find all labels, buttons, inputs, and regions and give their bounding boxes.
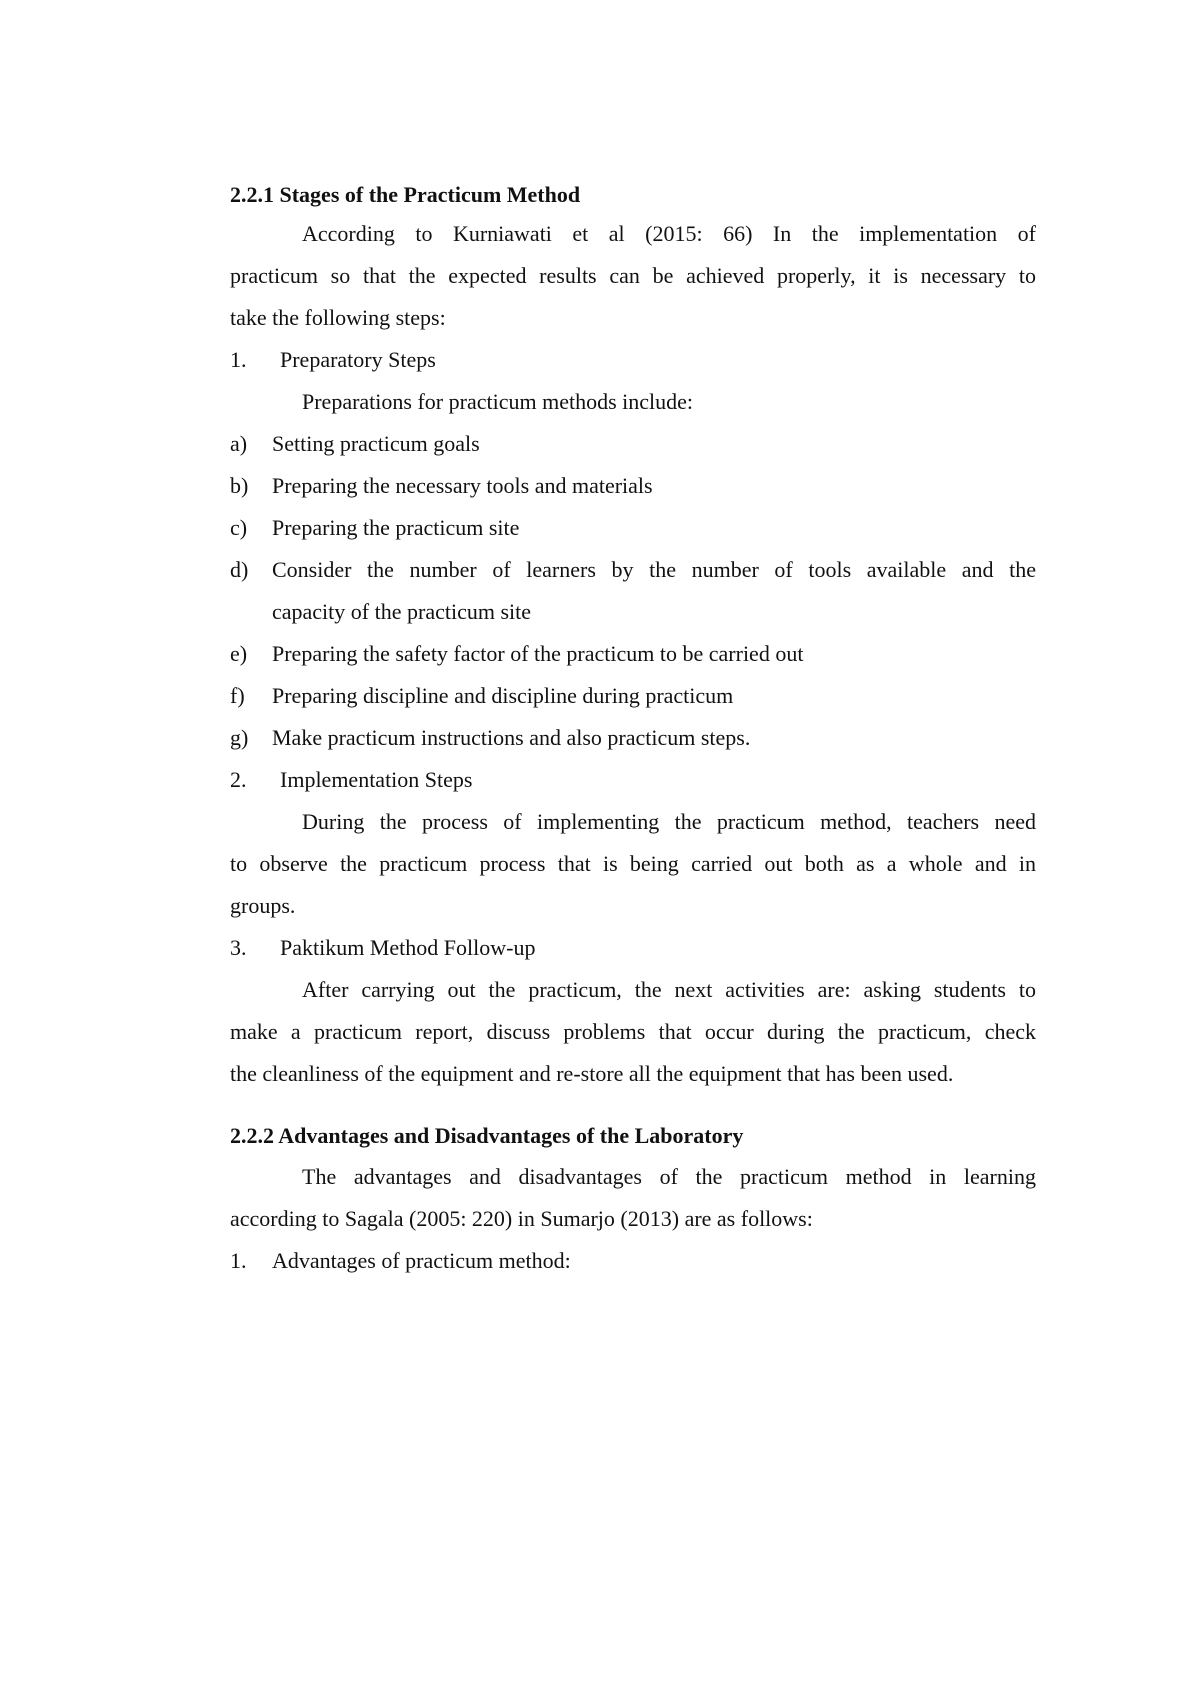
list-item-label: f) — [230, 683, 245, 708]
list-item-label: e) — [230, 641, 248, 666]
step-number: 3. — [230, 935, 247, 960]
list-item-text: Preparing the necessary tools and materials — [272, 473, 653, 498]
step-number: 1. — [230, 347, 247, 372]
list-item-label: 1. — [230, 1248, 247, 1273]
list-item-label: a) — [230, 431, 248, 456]
list-item-label: g) — [230, 725, 249, 750]
paragraph-line: practicum so that the expected results can be achieved properly, it is necessary to — [230, 263, 1036, 288]
list-item-text: Preparing the safety factor of the practicum to be carried out — [272, 641, 804, 666]
list-item-label: c) — [230, 515, 248, 540]
list-item-text: Consider the number of learners by the number of tools available and the — [272, 557, 1036, 582]
step-number: 2. — [230, 767, 247, 792]
list-item-text-continued: capacity of the practicum site — [272, 599, 531, 624]
paragraph-line: the cleanliness of the equipment and re-store all the equipment that has been used. — [230, 1061, 954, 1086]
paragraph-line: according to Sagala (2005: 220) in Sumarjo (2013) are as follows: — [230, 1206, 813, 1231]
paragraph-line: The advantages and disadvantages of the practicum method in learning — [302, 1164, 1036, 1189]
paragraph-line: to observe the practicum process that is being carried out both as a whole and in — [230, 851, 1036, 876]
list-item-text: Preparing discipline and discipline during practicum — [272, 683, 734, 708]
paragraph-line: According to Kurniawati et al (2015: 66) In the implementation of — [302, 221, 1036, 246]
list-item-text: Preparing the practicum site — [272, 515, 520, 540]
list-item-label: b) — [230, 473, 249, 498]
step-title-implementation: Implementation Steps — [280, 767, 473, 792]
list-item-label: d) — [230, 557, 249, 582]
paragraph-line: take the following steps: — [230, 305, 446, 330]
section-heading-2-2-2: 2.2.2 Advantages and Disadvantages of the Laboratory — [230, 1123, 744, 1148]
paragraph-line: groups. — [230, 893, 296, 918]
list-item-text: Make practicum instructions and also practicum steps. — [272, 725, 751, 750]
list-item-text: Setting practicum goals — [272, 431, 480, 456]
step-title-preparatory: Preparatory Steps — [280, 347, 436, 372]
step-title-follow-up: Paktikum Method Follow-up — [280, 935, 536, 960]
list-item-text: Advantages of practicum method: — [272, 1248, 571, 1273]
step-lead: Preparations for practicum methods include: — [302, 389, 693, 414]
paragraph-line: After carrying out the practicum, the next activities are: asking students to — [302, 977, 1036, 1002]
section-heading-2-2-1: 2.2.1 Stages of the Practicum Method — [230, 182, 581, 207]
paragraph-line: make a practicum report, discuss problems that occur during the practicum, check — [230, 1019, 1036, 1044]
paragraph-line: During the process of implementing the practicum method, teachers need — [302, 809, 1036, 834]
